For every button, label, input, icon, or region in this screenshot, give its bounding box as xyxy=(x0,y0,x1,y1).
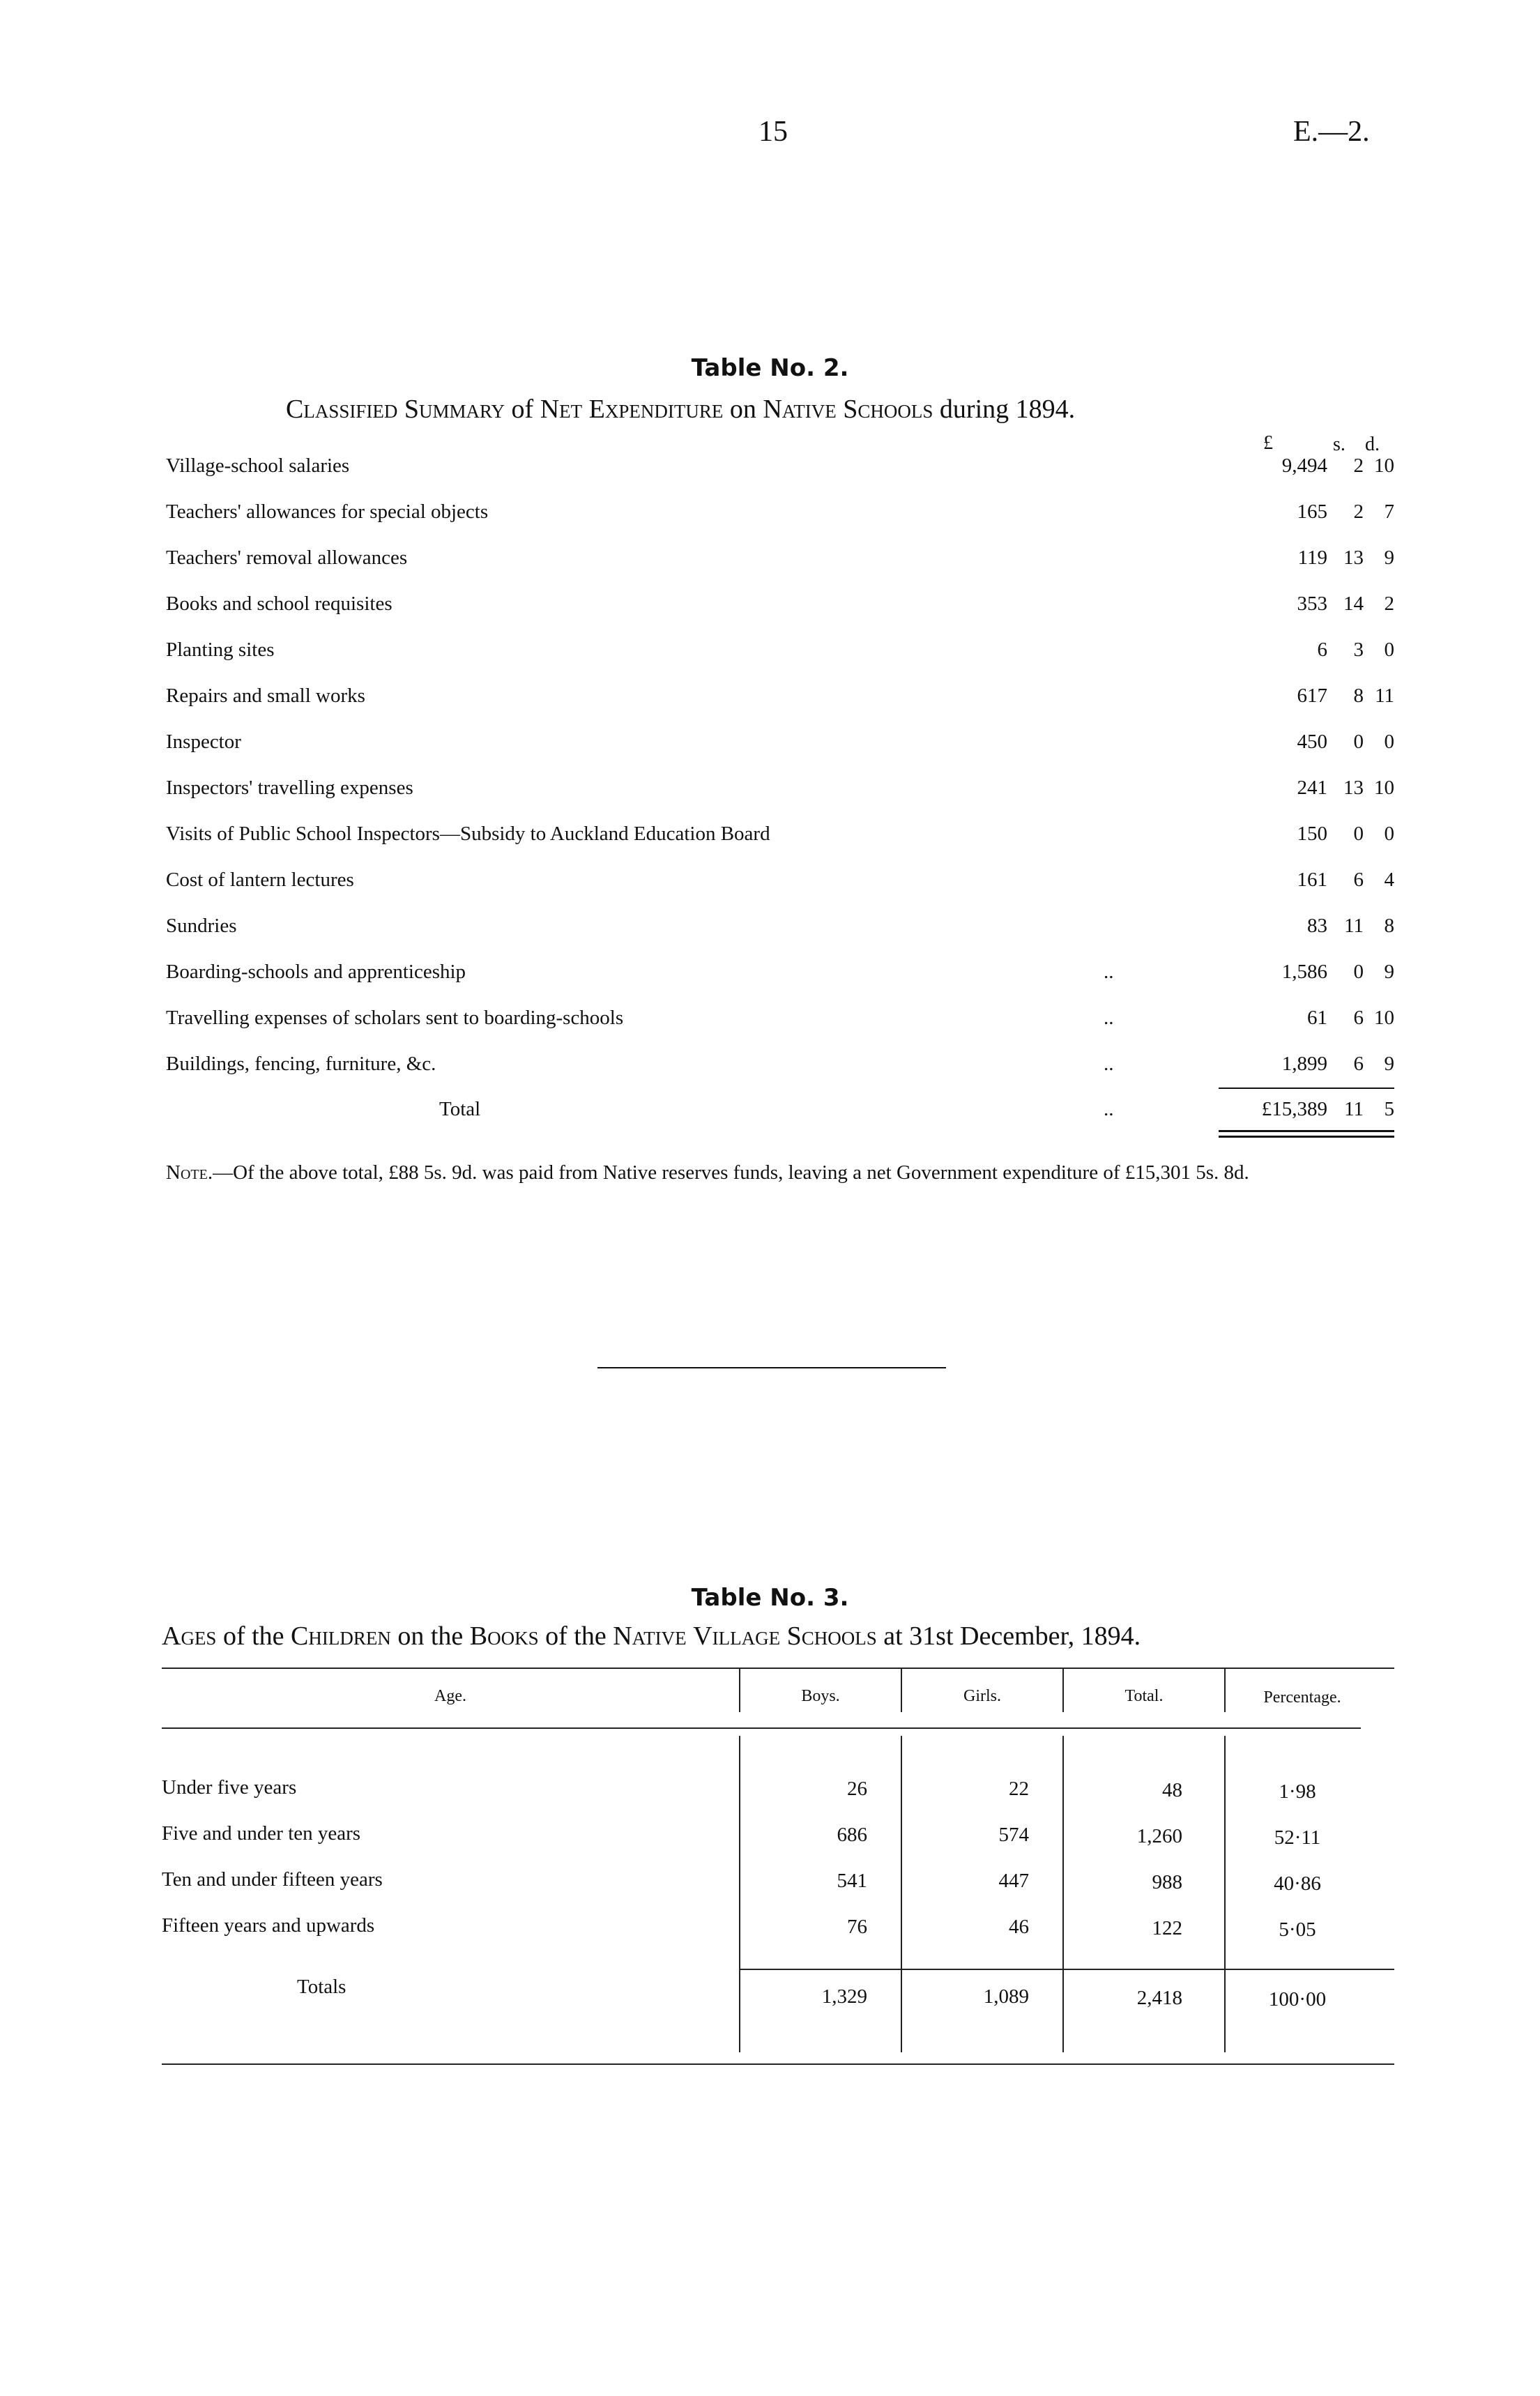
pounds-value: 617 xyxy=(1297,685,1327,707)
totals-label: Totals xyxy=(297,1976,346,1998)
pounds-value: 6 xyxy=(1317,639,1327,661)
expenditure-row xyxy=(166,823,1394,850)
shillings-value: 3 xyxy=(1353,639,1364,661)
pounds-value: 61 xyxy=(1307,1007,1327,1029)
total-pence: 5 xyxy=(1384,1098,1394,1120)
boys-column-header: Boys. xyxy=(801,1687,840,1705)
pence-value: 0 xyxy=(1384,731,1394,753)
pence-column-header: d. xyxy=(1365,434,1380,455)
total-pounds: £15,389 xyxy=(1261,1098,1327,1120)
table3-title: Table No. 3. xyxy=(691,1584,849,1612)
pence-value: 10 xyxy=(1374,455,1394,477)
expenditure-row xyxy=(166,685,1394,712)
expenditure-row xyxy=(166,593,1394,620)
expenditure-row xyxy=(166,777,1394,804)
shillings-value: 6 xyxy=(1353,1053,1364,1075)
boys-count: 76 xyxy=(847,1916,867,1938)
page-reference: E.—2. xyxy=(1293,116,1370,148)
pounds-column-header: £ xyxy=(1263,432,1273,454)
pence-value: 10 xyxy=(1374,1007,1394,1029)
expenditure-row xyxy=(166,455,1394,482)
expenditure-label: Planting sites xyxy=(166,639,275,661)
expenditure-label: Inspectors' travelling expenses xyxy=(166,777,413,799)
expenditure-label: Village-school salaries xyxy=(166,455,350,477)
expenditure-label: Boarding-schools and apprenticeship xyxy=(166,961,466,983)
pence-value: 10 xyxy=(1374,777,1394,799)
totals-total: 2,418 xyxy=(1136,1987,1182,2009)
total-count: 988 xyxy=(1152,1871,1182,1893)
pence-value: 11 xyxy=(1375,685,1394,707)
page-number: 15 xyxy=(758,116,788,148)
pounds-value: 150 xyxy=(1297,823,1327,845)
expenditure-label: Teachers' allowances for special objects xyxy=(166,501,489,523)
age-group: Fifteen years and upwards xyxy=(162,1914,375,1937)
shillings-value: 6 xyxy=(1353,1007,1364,1029)
age-group: Five and under ten years xyxy=(162,1822,361,1845)
pence-value: 9 xyxy=(1384,1053,1394,1075)
expenditure-label: Repairs and small works xyxy=(166,685,365,707)
girls-count: 46 xyxy=(1009,1916,1029,1938)
shillings-value: 6 xyxy=(1353,869,1364,891)
pounds-value: 450 xyxy=(1297,731,1327,753)
boys-count: 26 xyxy=(847,1778,867,1800)
shillings-value: 0 xyxy=(1353,731,1364,753)
expenditure-label: Teachers' removal allowances xyxy=(166,547,408,569)
pounds-value: 1,899 xyxy=(1281,1053,1327,1075)
age-group: Ten and under fifteen years xyxy=(162,1868,383,1891)
total-label: Total xyxy=(439,1098,481,1120)
total-count: 122 xyxy=(1152,1917,1182,1939)
pence-value: 0 xyxy=(1384,639,1394,661)
totals-percentage: 100·00 xyxy=(1268,1988,1327,2010)
shillings-value: 13 xyxy=(1343,777,1364,799)
boys-count: 686 xyxy=(837,1824,867,1846)
pence-value: 0 xyxy=(1384,823,1394,845)
shillings-value: 2 xyxy=(1353,501,1364,523)
percentage-value: 52·11 xyxy=(1274,1826,1321,1849)
table-bottom-rule xyxy=(162,2063,1394,2065)
shillings-value: 11 xyxy=(1344,915,1364,937)
expenditure-row xyxy=(166,869,1394,896)
shillings-column-header: s. xyxy=(1333,434,1345,455)
table2-title: Table No. 2. xyxy=(691,354,849,382)
pounds-value: 165 xyxy=(1297,501,1327,523)
pounds-value: 9,494 xyxy=(1281,455,1327,477)
total-count: 1,260 xyxy=(1136,1825,1182,1847)
expenditure-label: Sundries xyxy=(166,915,237,937)
total-shillings: 11 xyxy=(1344,1098,1364,1120)
expenditure-row: Travelling expenses of scholars sent to boarding-schools .. 61 6 10 xyxy=(166,1007,1394,1029)
expenditure-row xyxy=(166,731,1394,758)
ages-table xyxy=(162,1668,1394,2072)
boys-count: 541 xyxy=(837,1870,867,1892)
pounds-value: 119 xyxy=(1297,547,1327,569)
age-group: Under five years xyxy=(162,1776,297,1799)
pence-value: 8 xyxy=(1384,915,1394,937)
total-count: 48 xyxy=(1162,1779,1182,1801)
pounds-value: 1,586 xyxy=(1281,961,1327,983)
total-double-rule-top xyxy=(1219,1130,1394,1132)
header-rule xyxy=(162,1727,1361,1729)
expenditure-row: Boarding-schools and apprenticeship .. 1,586 0 9 xyxy=(166,961,1394,983)
total-row: Total .. £15,389 11 5 xyxy=(439,1098,1394,1120)
girls-count: 574 xyxy=(998,1824,1029,1846)
section-divider xyxy=(597,1367,946,1368)
totals-rule xyxy=(740,1969,1394,1970)
percentage-value: 40·86 xyxy=(1274,1872,1321,1895)
expenditure-row xyxy=(166,547,1394,574)
expenditure-label: Inspector xyxy=(166,731,241,753)
girls-column-header: Girls. xyxy=(963,1687,1001,1705)
shillings-value: 8 xyxy=(1353,685,1364,707)
totals-girls: 1,089 xyxy=(983,1985,1029,2008)
girls-count: 447 xyxy=(998,1870,1029,1892)
table2-subtitle: Classified Summary of Net Expenditure on Native Schools during 1894. xyxy=(286,395,1076,424)
totals-boys: 1,329 xyxy=(821,1985,867,2008)
expenditure-label: Travelling expenses of scholars sent to boarding-schools xyxy=(166,1007,624,1029)
table-top-rule xyxy=(162,1668,1394,1669)
shillings-value: 0 xyxy=(1353,823,1364,845)
pence-value: 4 xyxy=(1384,869,1394,891)
pence-value: 2 xyxy=(1384,593,1394,615)
pence-value: 7 xyxy=(1384,501,1394,523)
table3-subtitle: Ages of the Children on the Books of the Native Village Schools at 31st December, 1894. xyxy=(162,1622,1141,1651)
expenditure-note: Note.—Of the above total, £88 5s. 9d. was paid from Native reserves funds, leaving a net Government expenditure of £15,301 5s. 8d. xyxy=(166,1161,1249,1184)
pounds-value: 241 xyxy=(1297,777,1327,799)
expenditure-label: Books and school requisites xyxy=(166,593,392,615)
total-rule xyxy=(1219,1088,1394,1089)
expenditure-row: Buildings, fencing, furniture, &c. .. 1,899 6 9 xyxy=(166,1053,1394,1075)
expenditure-row xyxy=(166,639,1394,666)
shillings-value: 2 xyxy=(1353,455,1364,477)
pounds-value: 353 xyxy=(1297,593,1327,615)
pounds-value: 161 xyxy=(1297,869,1327,891)
percentage-value: 5·05 xyxy=(1279,1918,1316,1941)
pence-value: 9 xyxy=(1384,547,1394,569)
shillings-value: 0 xyxy=(1353,961,1364,983)
expenditure-label: Buildings, fencing, furniture, &c. xyxy=(166,1053,436,1075)
age-column-header: Age. xyxy=(434,1687,466,1705)
expenditure-label: Visits of Public School Inspectors—Subsidy to Auckland Education Board xyxy=(166,823,770,845)
expenditure-label: Cost of lantern lectures xyxy=(166,869,354,891)
total-double-rule-bottom xyxy=(1219,1136,1394,1138)
pence-value: 9 xyxy=(1384,961,1394,983)
girls-count: 22 xyxy=(1009,1778,1029,1800)
total-column-header: Total. xyxy=(1124,1687,1164,1705)
pounds-value: 83 xyxy=(1307,915,1327,937)
shillings-value: 14 xyxy=(1343,593,1364,615)
percentage-column-header: Percentage. xyxy=(1263,1688,1341,1707)
shillings-value: 13 xyxy=(1343,547,1364,569)
percentage-value: 1·98 xyxy=(1279,1780,1316,1803)
expenditure-row xyxy=(166,915,1394,943)
expenditure-row xyxy=(166,501,1394,528)
